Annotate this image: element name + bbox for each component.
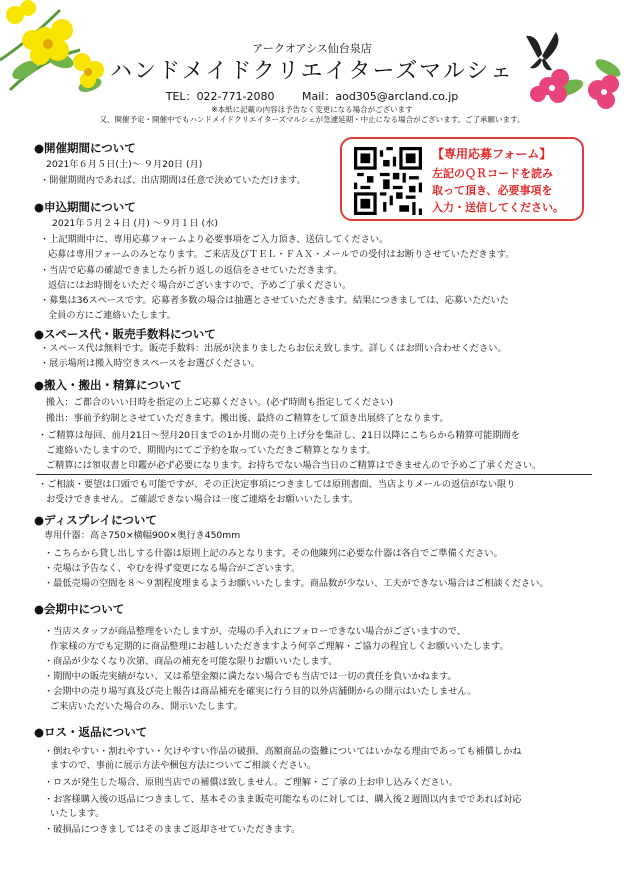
- loss-line: ・倒れやすい・割れやすい・欠けやすい作品の破損、高額商品の盗難についてはいかなる理由であっても補償しかね: [44, 746, 522, 757]
- notice-cancel: 又、開催予定・開催中でもハンドメイドクリエイターズマルシェが急遽延期・中止になる場合がございます。ご了承願います。: [99, 115, 525, 124]
- during-line: ・会期中の売り場写真及び売上報告は商品補充を確実に行う目的以外店舗側からの開示はいたしません。: [44, 686, 477, 697]
- contact-info: [0, 88, 624, 104]
- display-line: ・売場は予告なく、やむを得ず変更になる場合がございます。: [44, 563, 301, 574]
- apply-line: ・上記期間中に、専用応募フォームより必要事項をご入力頂き、送信してください。: [40, 234, 389, 245]
- apply-line: 返信にはお時間をいただく場合がございますので、予めご了承ください。: [48, 280, 352, 291]
- form-box-title: 【専用応募フォーム】: [432, 147, 552, 161]
- delivery-line: お受けできません。ご確認できない場合は一度ご連絡をお願いいたします。: [46, 494, 359, 505]
- loss-line: ・ロスが発生した場合、原則当店での補償は致しません。ご理解・ご了承の上お申し込みください。: [44, 777, 458, 788]
- during-line: ・期間中の販売実績がない、又は希望金額に満たない場合でも当店では一切の責任を負いかねます。: [44, 671, 457, 682]
- mail-address[interactable]: Mail：aod305@arcland.co.jp: [302, 90, 459, 103]
- section-title-during: ●会期中について: [34, 602, 125, 616]
- apply-line: ・募集は36スペースです。応募者多数の場合は抽選とさせていただきます。結果につきましては、応募いただいた: [40, 295, 509, 306]
- delivery-line: ご連絡いたしますので、期間内にてご予約を取っていただきご精算となります。: [46, 445, 376, 456]
- loss-line: ・お客様購入後の返品につきまして、基本そのまま販売可能なものに対しては、購入後２週間以内までであれば対応: [44, 794, 522, 805]
- store-name: アークオアシス仙台泉店: [252, 42, 372, 55]
- during-line: ご来店いただいた場合のみ、開示いたします。: [50, 701, 243, 712]
- tel-number: TEL：022-771-2080: [165, 90, 275, 103]
- apply-line: 2021年５月２４日 (月) ～９月１日 (水): [52, 218, 218, 229]
- delivery-line: ・ご精算は毎回、前月21日～翌月20日までの1か月間の売り上げ分を集計し、21日以降にこちらから精算可能期間を: [38, 430, 520, 441]
- during-line: ・商品が少なくなり次第、商品の補充を可能な限りお願いいたします。: [44, 656, 338, 667]
- form-box-line: 取って頂き、必要事項を: [432, 184, 553, 197]
- apply-line: 全員の方にご連絡いたします。: [48, 310, 176, 321]
- notice-change: ※本紙に記載の内容は予告なく変更になる場合がございます: [211, 105, 413, 114]
- display-line: ・こちらから貸し出しする什器は原則上記のみとなります。その他陳列に必要な什器は各自でご準備ください。: [44, 548, 503, 559]
- apply-line: ・当店で応募の確認できましたら折り返しの返信をさせていただきます。: [40, 265, 343, 276]
- display-line: 専用什器：高さ750×横幅900×奥行き450mm: [44, 530, 241, 541]
- apply-line: 応募は専用フォームのみとなります。ご来店及びＴＥＬ・ＦＡＸ・メールでの受付はお断りさせていただきます。: [48, 249, 515, 260]
- loss-line: いたします。: [50, 808, 105, 819]
- delivery-line: ご精算には領収書と印鑑が必ず必要になります。お持ちでない場合当日のご精算はできませんので予めご了承ください。: [46, 460, 542, 471]
- section-title-apply: ●申込期間について: [34, 200, 136, 214]
- divider: [36, 474, 592, 475]
- page-title: ハンドメイドクリエイターズマルシェ: [110, 59, 514, 84]
- application-form-box: [340, 137, 584, 221]
- fee-line: ・展示場所は搬入時空きスペースをお選びください。: [40, 358, 261, 369]
- form-box-line: 入力・送信してください。: [432, 201, 564, 214]
- fee-line: ・スペース代は無料です。販売手数料：出展が決まりましたらお伝え致します。詳しくはお問い合わせください。: [40, 343, 507, 354]
- section-title-period: ●開催期間について: [34, 141, 136, 155]
- form-box-line: 左記のＱＲコードを読み: [432, 167, 553, 180]
- section-title-display: ●ディスプレイについて: [34, 513, 157, 527]
- section-title-delivery: ●搬入・搬出・精算について: [34, 378, 182, 392]
- section-title-fee: ●スペース代・販売手数料について: [34, 327, 216, 341]
- loss-line: ・破損品につきましてはそのままご返却させていただきます。: [44, 824, 301, 835]
- during-line: 作家様の方でも定期的に商品整理にお越しいただきますよう何卒ご理解・ご協力の程宜しくお願いいたします。: [50, 641, 509, 652]
- delivery-line: 搬出：事前予約制とさせていただきます。搬出後、最終のご精算をして頂き出展終了となります。: [46, 413, 449, 424]
- period-line: 2021年６月５日(土)～ ９月20日 (月): [46, 159, 203, 170]
- qr-code-icon[interactable]: [354, 147, 422, 215]
- during-line: ・当店スタッフが商品整理をいたしますが、売場の手入れにフォローできない場合がございますので、: [44, 626, 466, 637]
- delivery-line: ・ご相談・要望は口頭でも可能ですが、その正決定事項につきましては原則書面、当店よりメールの返信がない限り: [38, 479, 516, 490]
- loss-line: ますので、事前に展示方法や梱包方法についてご相談ください。: [50, 760, 317, 771]
- section-title-loss: ●ロス・返品について: [34, 725, 148, 739]
- period-line: ・開催期間内であれば、出店期間は任意で決めていただけます。: [40, 175, 306, 186]
- delivery-line: 搬入：ご都合のいい日時を指定の上ご応募ください。(必ず時間も指定してください): [46, 397, 394, 408]
- display-line: ・最低売場の空間を８～９割程度埋まるようお願いいたします。商品数が少ない、工夫ができない場合はご相談ください。: [44, 578, 549, 589]
